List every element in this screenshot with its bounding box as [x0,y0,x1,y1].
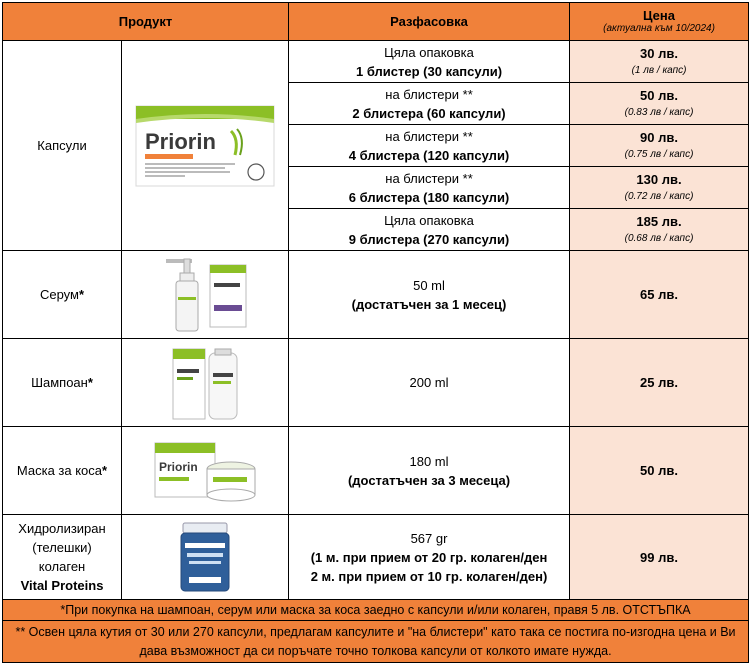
product-name-line: (телешки) [32,540,92,555]
collagen-jar-icon [175,521,235,593]
table-row [3,41,749,83]
packaging-volume: 50 ml [413,277,445,293]
price-per-capsule: (1 лв / капс) [631,65,687,76]
capsules-variant-5 [289,209,570,251]
product-name-shampoo [3,339,122,427]
price-value: 99 лв. [640,549,678,565]
variant-line2: 4 блистера (120 капсули) [348,147,510,163]
serum-packaging [289,251,570,339]
variant-line1: Цяла опаковка [384,44,474,60]
capsules-variant-3 [289,125,570,167]
serum-price [570,251,749,339]
product-image-shampoo [122,339,289,427]
product-name-line: колаген [38,559,86,574]
price-value: 130 лв. [636,172,682,187]
capsules-price-2 [570,83,749,125]
mask-logo-text: Priorin [159,459,198,474]
shampoo-bottle-icon [167,345,243,421]
packaging-dosage: 2 м. при прием от 10 гр. колаген/ден) [310,568,548,584]
variant-line1: Цяла опаковка [384,212,474,228]
price-value: 65 лв. [640,287,678,302]
header-row [3,3,749,41]
collagen-price [570,515,749,600]
mask-price [570,427,749,515]
table-row [3,427,749,515]
product-name-line: Хидролизиран [18,521,106,536]
variant-line2: 9 блистера (270 капсули) [348,231,510,247]
variant-line2: 6 блистера (180 капсули) [348,189,510,205]
product-name-text: Маска за коса [16,463,103,478]
price-value: 30 лв. [640,46,678,61]
shampoo-packaging [289,339,570,427]
price-per-capsule: (0.75 лв / капс) [624,149,694,160]
product-name-collagen [3,515,122,600]
price-per-capsule: (0.83 лв / капс) [624,107,694,118]
table-row [3,251,749,339]
capsules-price-5 [570,209,749,251]
variant-line2: 2 блистера (60 капсули) [352,105,506,121]
product-name-capsules: Капсули [3,41,122,251]
footnote-row [3,600,749,621]
variant-line2: 1 блистер (30 капсули) [355,63,503,79]
variant-line1: на блистери ** [385,86,473,102]
hair-mask-jar-icon [153,439,257,503]
product-image-collagen [122,515,289,600]
header-price [570,3,749,41]
collagen-packaging [289,515,570,600]
footnote-discount: *При покупка на шампоан, серум или маска за коса заедно с капсули и/или колаген, правя 5 лв. ОТСТЪПКА [3,600,749,621]
table-row [3,339,749,427]
priorin-logo-text: Priorin [145,128,216,154]
capsules-variant-4 [289,167,570,209]
table-row [3,515,749,600]
header-packaging: Разфасовка [289,3,570,41]
packaging-duration: (достатъчен за 1 месец) [351,296,507,312]
price-value: 25 лв. [640,375,678,390]
header-price-note: (актуална към 10/2024) [603,23,715,34]
price-value: 90 лв. [640,130,678,145]
product-image-capsules [122,41,289,251]
product-name-serum [3,251,122,339]
price-per-capsule: (0.72 лв / капс) [624,191,694,202]
product-name-text: Серум [39,287,79,302]
variant-line1: на блистери ** [385,170,473,186]
discount-mark: * [87,375,93,390]
packaging-volume: 180 ml [409,453,449,469]
product-image-mask [122,427,289,515]
price-value: 50 лв. [640,88,678,103]
packaging-dosage: (1 м. при прием от 20 гр. колаген/ден [310,549,548,565]
product-brand: Vital Proteins [20,578,104,593]
price-value: 50 лв. [640,463,678,478]
capsules-price-1 [570,41,749,83]
serum-bottle-icon [160,257,250,333]
header-product: Продукт [3,3,289,41]
packaging-volume: 200 ml [409,375,449,390]
footnote-blisters: ** Освен цяла кутия от 30 или 270 капсули, предлагам капсулите и "на блистери" като така се постига по-изгодна цена и Ви дава възможност да си поръчате точно толкова капсули от колкото имате нужда. [3,621,749,663]
product-name-text: Шампоан [31,375,88,390]
packaging-weight: 567 gr [410,530,448,546]
footnote-row [3,621,749,663]
capsules-variant-1 [289,41,570,83]
product-image-serum [122,251,289,339]
mask-packaging [289,427,570,515]
packaging-duration: (достатъчен за 3 месеца) [347,472,511,488]
price-value: 185 лв. [636,214,682,229]
price-table [2,2,749,663]
discount-mark: * [78,287,85,302]
header-price-label: Цена [643,8,675,23]
capsules-variant-2 [289,83,570,125]
shampoo-price [570,339,749,427]
variant-line1: на блистери ** [385,128,473,144]
priorin-box-icon [135,105,275,187]
capsules-price-3 [570,125,749,167]
price-per-capsule: (0.68 лв / капс) [624,233,694,244]
product-name-mask [3,427,122,515]
capsules-price-4 [570,167,749,209]
discount-mark: * [102,463,108,478]
